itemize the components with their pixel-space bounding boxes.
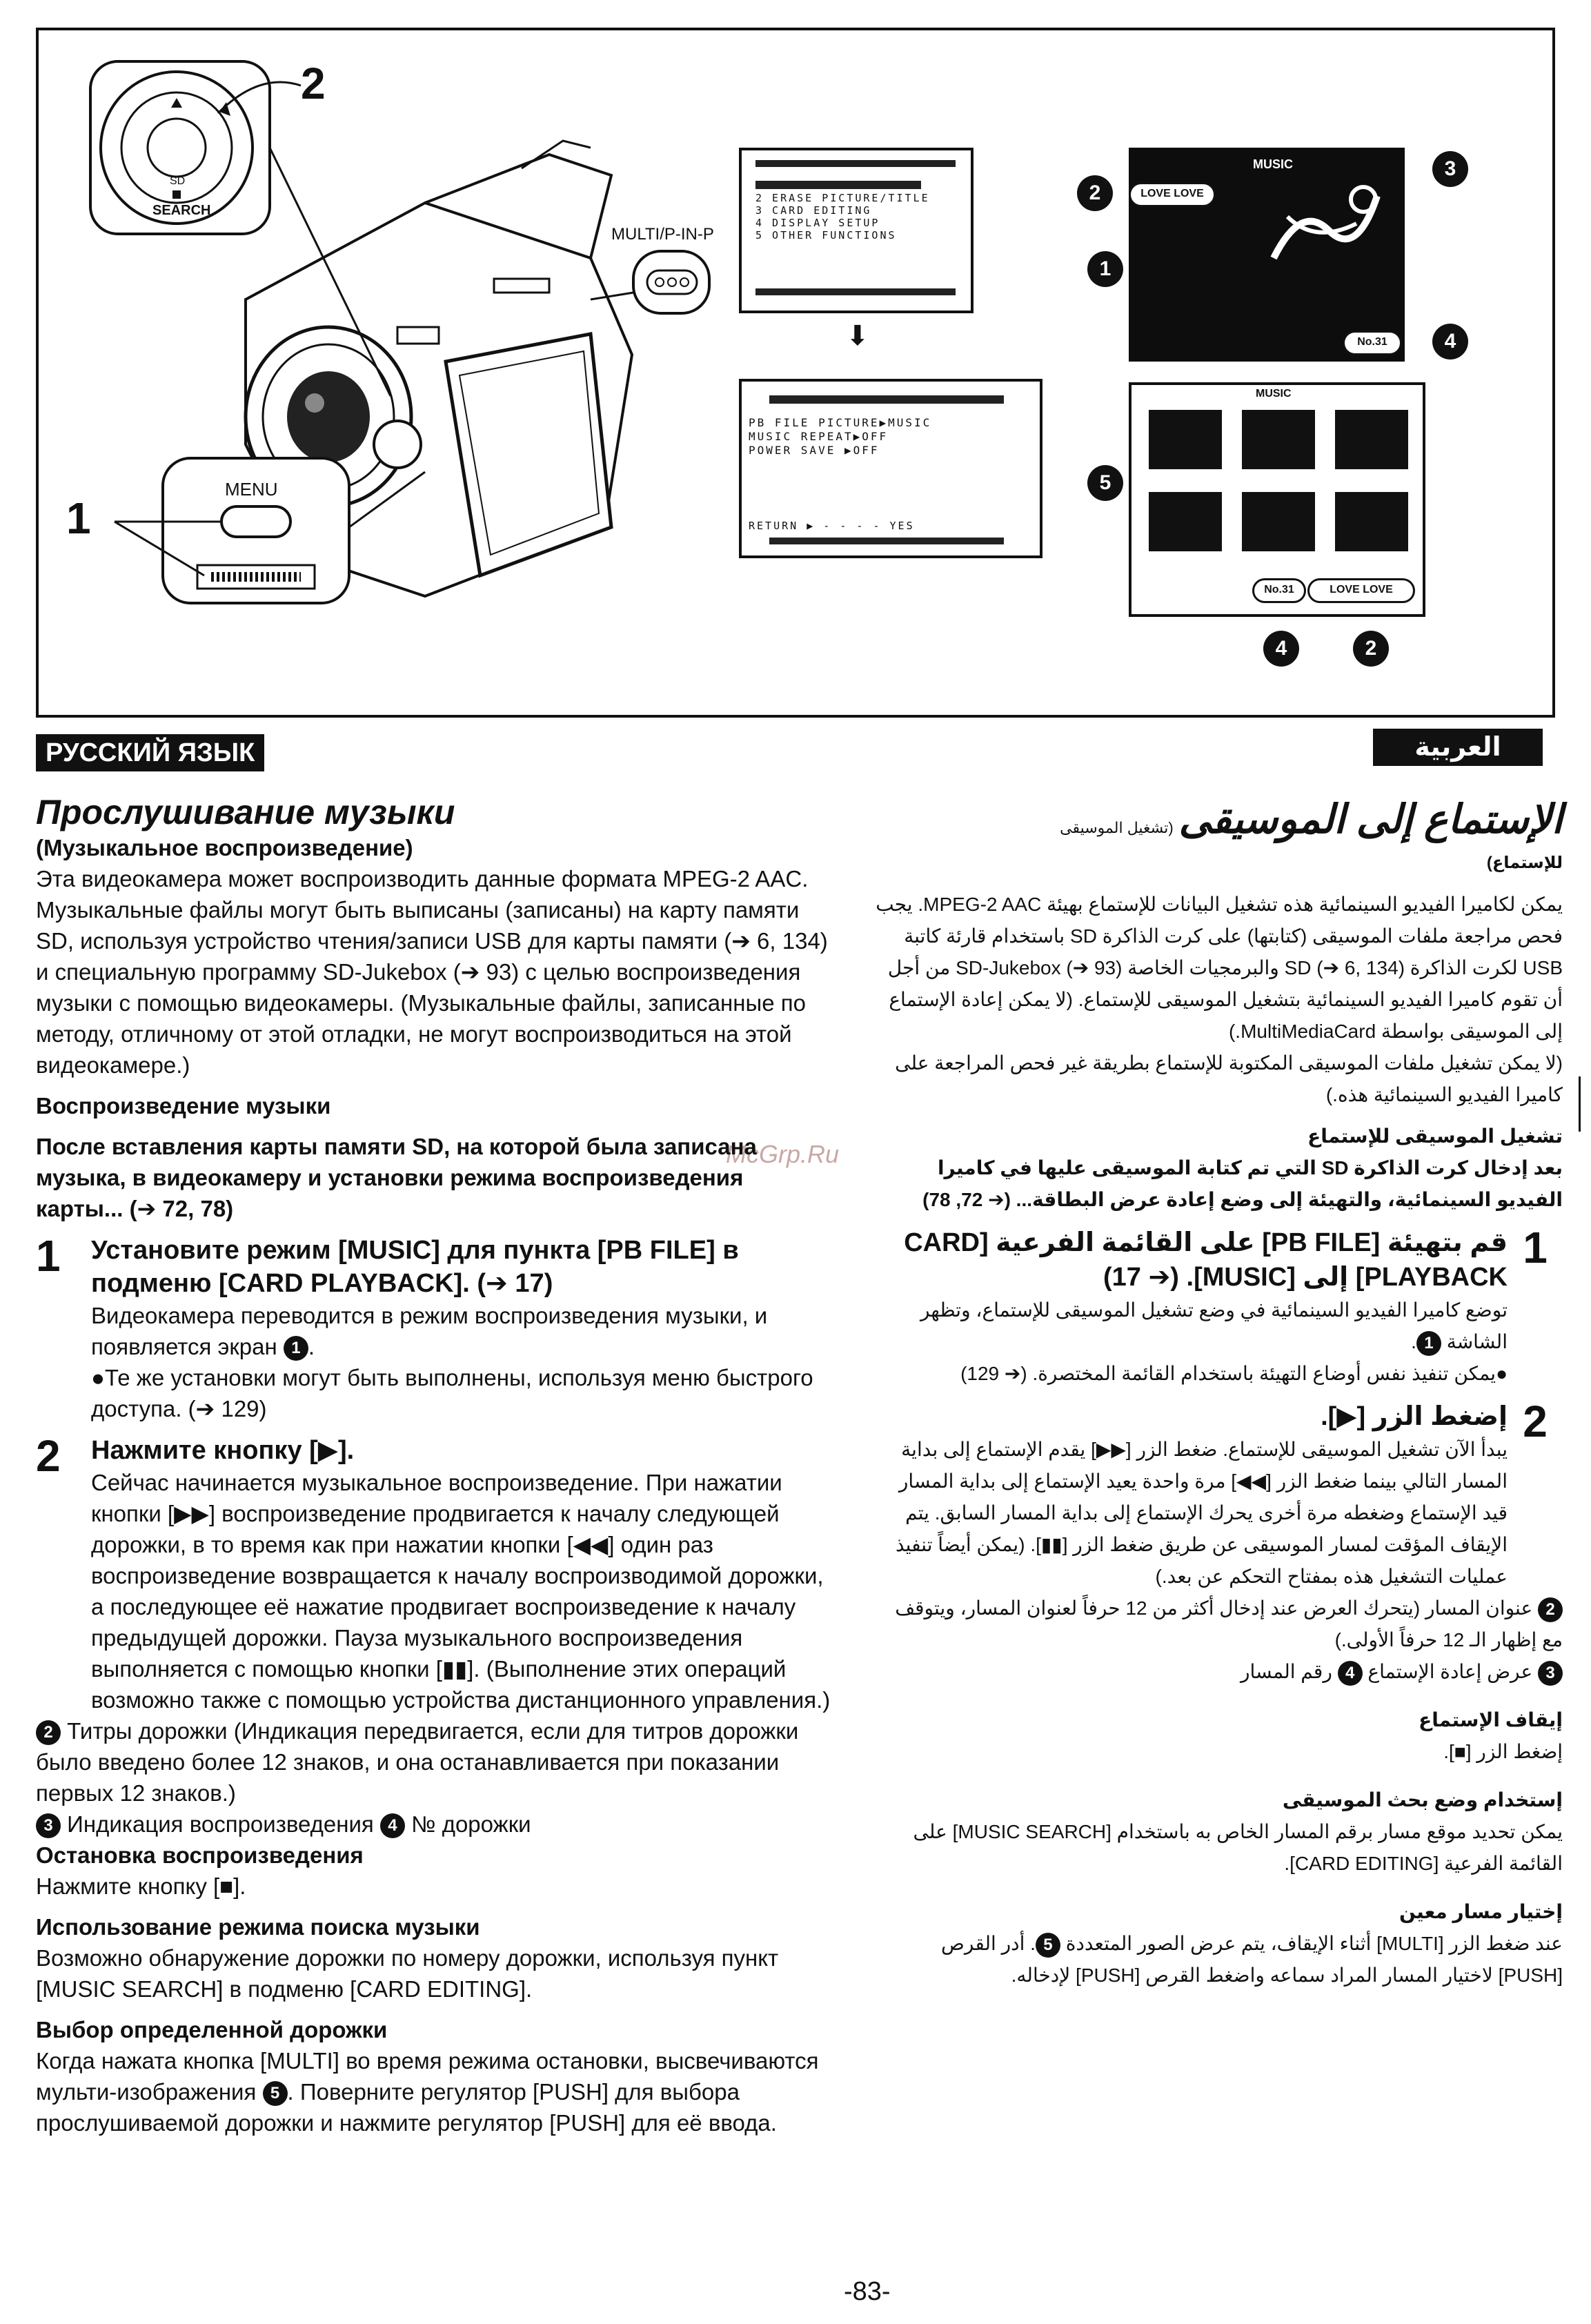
ar-heading-playback: تشغيل الموسيقى للإستماع <box>1307 1125 1563 1147</box>
menu-item: 5 OTHER FUNCTIONS <box>755 229 897 242</box>
illustration-figure <box>36 28 1555 718</box>
music-playback-screen <box>1129 148 1405 362</box>
multi-pinp-label: MULTI/P-IN-P <box>611 225 714 244</box>
ar-step-number: 2 <box>1523 1397 1548 1446</box>
sd-label: SD <box>170 175 186 187</box>
ar-heading-stop: إيقاف الإستماع <box>1419 1709 1563 1731</box>
margin-mark <box>1579 1076 1581 1132</box>
marker-icon: 1 <box>1416 1331 1441 1356</box>
ar-step-number: 1 <box>1523 1223 1548 1272</box>
ru-title: Прослушивание музыки <box>36 793 455 831</box>
ru-note-3-4: 3 Индикация воспроизведения 4 № дорожки <box>36 1809 836 1840</box>
ar-title: الإستماع إلى الموسيقى <box>1178 797 1563 842</box>
menu-item: 3 CARD EDITING <box>755 204 872 217</box>
callout-1: 1 <box>66 493 91 543</box>
multi-screen-title: MUSIC <box>1256 388 1292 400</box>
ru-precondition: После вставления карты памяти SD, на которой была записана музыка, в видеокамеру и установки режима воспроизведения карты... (➔ 72, 78) <box>36 1134 757 1221</box>
track-number-indicator: No.31 <box>1252 578 1306 603</box>
marker-icon: 5 <box>1036 1933 1060 1958</box>
marker-3: 3 <box>1432 151 1468 187</box>
track-thumbnail[interactable] <box>1242 492 1315 551</box>
menu-item: 4 DISPLAY SETUP <box>755 217 880 229</box>
ru-step-number: 2 <box>36 1431 61 1481</box>
ru-step-text: Видеокамера переводится в режим воспроизведения музыки, и появляется экран 1 . <box>91 1300 836 1362</box>
ar-intro-note: (لا يمكن تشغيل ملفات الموسيقى المكتوبة للإستماع بطريقة غير فحص المراجعة على كاميرا الفيديو السينمائية هذه.) <box>895 1052 1563 1105</box>
ru-note-2: 2 Титры дорожки (Индикация передвигается, если для титров дорожки было введено более 12 знаков, и она останавливается при показании первых 12 знаков.) <box>36 1718 799 1806</box>
marker-4: 4 <box>1432 324 1468 360</box>
ar-heading-search: إستخدام وضع بحث الموسيقى <box>1282 1789 1563 1811</box>
ar-step-bullet: ●يمكن تنفيذ نفس أوضاع التهيئة باستخدام القائمة المختصرة. (➔ 129) <box>960 1363 1508 1384</box>
marker-icon: 2 <box>1538 1597 1563 1622</box>
watermark: McGrp.Ru <box>726 1140 840 1168</box>
ru-search-text: Возможно обнаружение дорожки по номеру дорожки, используя пункт [MUSIC SEARCH] в подменю [CARD EDITING]. <box>36 1945 779 2002</box>
ru-stop-text: Нажмите кнопку [■]. <box>36 1873 246 1899</box>
playback-footer: RETURN ▶ - - - - YES <box>749 520 915 532</box>
ar-heading-select: إختيار مسار معين <box>1399 1901 1563 1922</box>
ru-step-2 <box>36 1431 836 1715</box>
language-tab-russian: РУССКИЙ ЯЗЫК <box>36 734 264 771</box>
ru-step-text: Сейчас начинается музыкальное воспроизведение. При нажатии кнопки [▶▶] воспроизведение продвигается к началу следующей дорожки, в то время как при нажатии кнопки [◀◀] один раз воспроизведение возвращается к началу воспроизводимой дорожки, а последующее её нажатие продвигает воспроизведение к началу предыдущей дорожки. Пауза музыкального воспроизведения выполняется с помощью кнопки [▮▮]. (Выполнение этих операций возможно также с помощью устройства дистанционного управления.) <box>91 1470 831 1713</box>
ru-heading-stop: Остановка воспроизведения <box>36 1842 364 1868</box>
ru-step-1 <box>36 1231 836 1424</box>
menu-label: MENU <box>225 479 278 500</box>
track-thumbnail[interactable] <box>1335 492 1408 551</box>
marker-icon: 2 <box>36 1720 61 1745</box>
ru-heading-select: Выбор определенной дорожки <box>36 2017 388 2042</box>
ar-title-small: (تشغيل الموسيقى <box>1060 819 1174 836</box>
track-title-indicator: LOVE LOVE <box>1129 182 1216 207</box>
russian-column <box>36 792 836 2138</box>
ru-step-number: 1 <box>36 1231 61 1281</box>
ar-step-heading: قم بتهيئة [PB FILE] على القائمة الفرعية [CARD PLAYBACK] إلى [MUSIC]. (➔ 17) <box>904 1228 1508 1292</box>
ru-heading-playback: Воспроизведение музыки <box>36 1093 331 1119</box>
ar-intro: يمكن لكاميرا الفيديو السينمائية هذه تشغيل البيانات للإستماع بهيئة MPEG-2 AAC. يجب فحص مراجعة ملفات الموسيقى (كتابتها) على كرت الذاكرة SD باستخدام قارئة كاتبة USB لكرت الذاكرة SD (➔ 6, 134) والبرمجيات الخاصة SD-Jukebox (➔ 93) من أجل أن تقوم كاميرا الفيديو السينمائية بتشغيل الموسيقى للإستماع. (لا يمكن إعادة الإستماع إلى الموسيقى بواسطة MultiMediaCard.) <box>876 894 1563 1042</box>
marker-icon: 5 <box>263 2081 288 2106</box>
ar-title-line <box>873 792 1563 847</box>
callout-2: 2 <box>301 59 326 108</box>
music-logo-icon <box>1260 175 1384 279</box>
marker-icon: 3 <box>1538 1661 1563 1686</box>
marker-2: 2 <box>1353 631 1389 667</box>
track-thumbnail[interactable] <box>1149 492 1222 551</box>
track-title-indicator: LOVE LOVE <box>1307 578 1415 603</box>
ar-search-text: يمكن تحديد موقع مسار برقم المسار الخاص به باستخدام [MUSIC SEARCH] على القائمة الفرعية [CARD EDITING]. <box>913 1821 1563 1874</box>
marker-icon: 1 <box>284 1336 308 1361</box>
camcorder-illustration <box>39 30 729 713</box>
ar-step-1 <box>873 1225 1563 1390</box>
ar-precondition: بعد إدخال كرت الذاكرة SD التي تم كتابة الموسيقى عليها في كاميرا الفيديو السينمائية، والتهيئة إلى وضع إعادة عرض البطاقة... (➔ 72, 78) <box>922 1157 1563 1210</box>
card-playback-screen <box>739 379 1042 558</box>
menu-list <box>755 192 930 242</box>
ru-step-bullet: ●Те же установки могут быть выполнены, используя меню быстрого доступа. (➔ 129) <box>91 1365 813 1421</box>
language-tab-arabic: العربية <box>1373 729 1543 766</box>
playback-header-bar <box>769 395 1004 404</box>
menu-footer-bar <box>755 288 956 295</box>
arabic-column <box>873 792 1563 1991</box>
playback-list <box>749 416 931 457</box>
playback-item: POWER SAVE ▶OFF <box>749 444 880 457</box>
menu-screen <box>739 148 974 313</box>
page-number: -83- <box>844 2277 891 2306</box>
track-thumbnail[interactable] <box>1335 410 1408 469</box>
ru-step-heading: Установите режим [MUSIC] для пункта [PB FILE] в подменю [CARD PLAYBACK]. (➔ 17) <box>91 1236 739 1298</box>
playback-item: MUSIC REPEAT▶OFF <box>749 430 889 443</box>
ru-select-text: Когда нажата кнопка [MULTI] во время режима остановки, высвечиваются мульти-изображения 5 . Поверните регулятор [PUSH] для выбора прослушиваемой дорожки и нажмите регулятор [PUSH] для её ввода. <box>36 2048 819 2136</box>
search-label: SEARCH <box>152 203 211 218</box>
marker-4: 4 <box>1263 631 1299 667</box>
music-screen-title: MUSIC <box>1253 157 1293 171</box>
ar-note-3-4: 3 عرض إعادة الإستماع 4 رقم المسار <box>873 1656 1563 1688</box>
marker-icon: 4 <box>1338 1661 1363 1686</box>
ru-subtitle: (Музыкальное воспроизведение) <box>36 835 413 860</box>
marker-5: 5 <box>1087 465 1123 501</box>
ar-step-heading: إضغط الزر [▶]. <box>1321 1402 1508 1431</box>
marker-2: 2 <box>1077 175 1113 211</box>
ar-note-2: 2 عنوان المسار (يتحرك العرض عند إدخال أكثر من 12 حرفاً لعنوان المسار، ويتوقف مع إظهار الـ 12 حرفاً الأولى.) <box>895 1597 1563 1651</box>
track-thumbnail[interactable] <box>1149 410 1222 469</box>
ar-step-text: توضع كاميرا الفيديو السينمائية في وضع تشغيل الموسيقى للإستماع، وتظهر الشاشة 1. <box>873 1294 1508 1358</box>
track-thumbnail[interactable] <box>1242 410 1315 469</box>
ru-step-heading: Нажмите кнопку [▶]. <box>91 1436 355 1465</box>
ru-intro: Эта видеокамера может воспроизводить данные формата MPEG-2 AAC. Музыкальные файлы могут быть выписаны (записаны) на карту памяти SD, используя устройство чтения/записи USB для карты памяти (➔ 6, 134) и специальную программу SD-Jukebox (➔ 93) с целью воспроизведения музыки с помощью видеокамеры. (Музыкальные файлы, записанные по методу, отличному от этой отладки, не могут воспроизводиться на этой видеокамере.) <box>36 866 828 1078</box>
track-number-indicator: No.31 <box>1343 331 1402 355</box>
marker-icon: 3 <box>36 1813 61 1838</box>
ru-heading-search: Использование режима поиска музыки <box>36 1914 480 1940</box>
down-arrow-icon: ⬇ <box>846 321 869 351</box>
menu-item: 2 ERASE PICTURE/TITLE <box>755 192 930 204</box>
marker-1: 1 <box>1087 251 1123 287</box>
ar-stop-text: إضغط الزر [■]. <box>1443 1741 1563 1762</box>
menu-header-bar <box>755 160 956 167</box>
marker-icon: 4 <box>380 1813 405 1838</box>
playback-item: PB FILE PICTURE▶MUSIC <box>749 416 932 429</box>
ar-step-2 <box>873 1399 1563 1593</box>
menu-highlight-bar <box>755 181 921 189</box>
multi-image-screen <box>1129 382 1425 617</box>
ar-subtitle: للإستماع) <box>1486 854 1563 872</box>
ar-step-text: يبدأ الآن تشغيل الموسيقى للإستماع. ضغط الزر [▶▶] يقدم الإستماع إلى بداية المسار التالي بينما ضغط الزر [◀◀] مرة واحدة يعيد الإستماع إلى بداية المسار قيد الإستماع وضغطه مرة أخرى يحرك الإستماع إلى بداية المسار السابق. يتم الإيقاف المؤقت لمسار الموسيقى عن طريق ضغط الزر [▮▮]. (يمكن أيضاً تنفيذ عمليات التشغيل هذه بمفتاح التحكم عن بعد.) <box>895 1439 1508 1587</box>
playback-footer-bar <box>769 538 1004 544</box>
ar-select-text: عند ضغط الزر [MULTI] أثناء الإيقاف، يتم عرض الصور المتعددة 5. أدر القرص [PUSH] لاختيار المسار المراد سماعه واضغط القرص [PUSH] لإدخاله. <box>941 1933 1563 1986</box>
